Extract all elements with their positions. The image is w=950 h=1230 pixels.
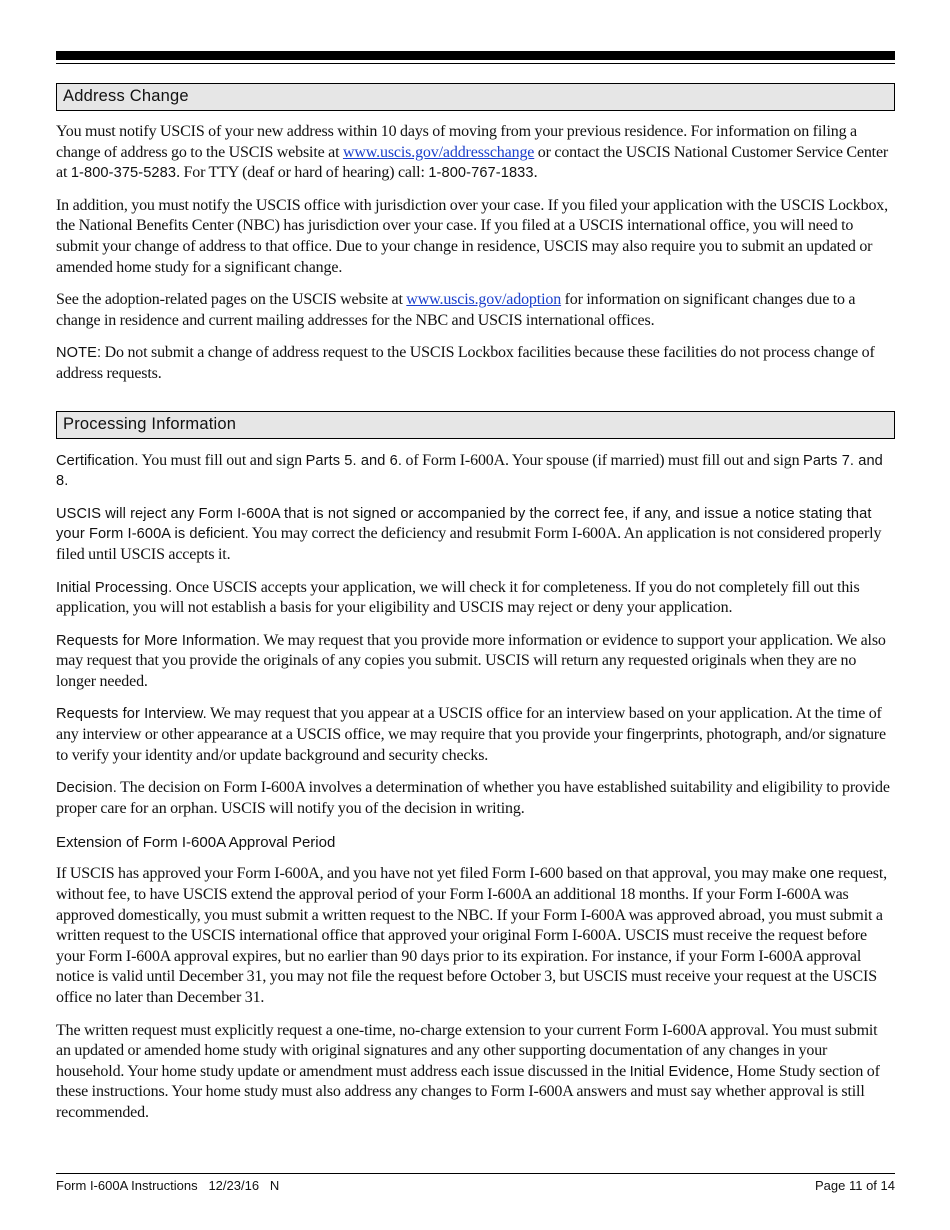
text: You must notify USCIS of your new address within 10 days of moving from your previous residence. For information on filing a change of address go to the USCIS website at [56,123,857,161]
extension-subheading: Extension of Form I-600A Approval Period [56,834,336,852]
text: See the adoption-related pages on the USCIS website at [56,291,407,309]
reject-text: You may correct the deficiency and resubmit Form I-600A. An application is not considered properly filed until USCIS accepts it. [56,525,882,563]
address-change-heading: Address Change [56,83,895,111]
footer-page-number: Page 11 of 14 [815,1178,895,1193]
footer-form-info: Form I-600A Instructions 12/23/16 N [56,1178,280,1193]
requests-information-label: Requests for More Information. [56,632,261,649]
text: or contact the USCIS National Customer Service Center at [56,143,889,182]
certification-label: Certification. [56,452,139,469]
extension-paragraph-1 [56,864,895,1008]
parts-reference: Parts 5. and 6. [305,452,402,469]
address-change-paragraph-3 [56,290,895,331]
initial-processing-paragraph [56,578,895,619]
initial-evidence-reference: Initial Evidence [629,1063,730,1080]
extension-paragraph-2 [56,1021,895,1124]
text: The written request must explicitly request a one-time, no-charge extension to your current Form I-600A approval. You must submit an updated or amended home study with original signatures and any other supporting documentation of any changes in your household. Your home study update or amendment must address each issue discussed in the [56,1021,878,1080]
tty-phone: 1-800-767-1833 [428,165,534,182]
text: You must fill out and sign [138,451,306,469]
requests-interview-label: Requests for Interview. [56,706,207,723]
certification-paragraph [56,451,895,492]
top-rule-thick [56,51,895,60]
address-change-note [56,343,895,384]
emphasis-one: one [809,866,835,883]
text: , Home Study section of these instructions. Your home study must also address any changes to Form I-600A answers and must say whether approval is still recommended. [56,1062,880,1121]
text: If USCIS has approved your Form I-600A, and you have not yet filed Form I-600 based on that approval, you may make [56,865,810,883]
text: We may request that you appear at a USCIS office for an interview based on your application. At the time of any interview or other appearance at a USCIS office, we may require that you provide your fingerprints, photograph, and/or signature to verify your identity and/or update background and security checks. [56,705,886,764]
decision-paragraph [56,778,895,819]
text: The decision on Form I-600A involves a determination of whether you have established suitability and eligibility to provide proper care for an orphan. USCIS will notify you of the decision in writing. [56,779,890,817]
address-change-link[interactable]: www.uscis.gov/addresschange [342,143,535,161]
note-label: NOTE: [56,345,102,362]
page-content [56,83,895,1124]
text: We may request that you provide more information or evidence to support your application. We also may request that you provide the originals of any copies you submit. USCIS will return any requested originals when they are no longer needed. [56,631,886,690]
processing-information-heading: Processing Information [56,411,895,439]
text: Once USCIS accepts your application, we will check it for completeness. If you do not completely fill out this application, you will not establish a basis for your eligibility and USCIS may reject or deny your application. [56,578,860,617]
footer-rule [56,1173,895,1174]
text: request, without fee, to have USCIS extend the approval period of your Form I-600A an additional 18 months. If your Form I-600A was approved domestically, you must submit a written request to the NBC. If your Form I-600A was approved abroad, you must submit a written request to the USCIS international office that approved your original Form I-600A. USCIS must receive the request before your Form I-600A approval expires, but no earlier than 90 days prior to its expiration. For instance, if your Form I-600A approval notice is valid until December 31, you may not file the request before October 3, but USCIS must receive your request at the USCIS office no later than December 31. [56,865,887,1006]
parts-reference: Parts 7. and 8. [56,452,883,490]
requests-information-paragraph [56,631,895,693]
top-rule-thin [56,63,895,64]
document-page [56,0,895,1230]
text: . [533,164,538,182]
reject-paragraph [56,504,895,566]
note-text: Do not submit a change of address request to the USCIS Lockbox facilities because these facilities do not process change of address requests. [56,344,875,382]
decision-label: Decision. [56,780,117,797]
text: of Form I-600A. Your spouse (if married) must fill out and sign [402,451,803,469]
address-change-paragraph-1 [56,122,895,184]
ncsc-phone: 1-800-375-5283 [70,165,177,182]
initial-processing-label: Initial Processing. [56,579,173,596]
reject-label: USCIS will reject any Form I-600A that is not signed or accompanied by the correct fee, if any, and issue a notice stating that your Form I-600A is deficient. [56,505,872,543]
text: . For TTY (deaf or hard of hearing) call: [176,164,429,182]
adoption-link[interactable]: www.uscis.gov/adoption [406,291,562,309]
requests-interview-paragraph [56,704,895,766]
text: for information on significant changes due to a change in residence and current mailing addresses for the NBC and USCIS international offices. [56,291,856,329]
address-change-paragraph-2: In addition, you must notify the USCIS office with jurisdiction over your case. If you filed your application with the USCIS Lockbox, the National Benefits Center (NBC) has jurisdiction over your case. If you filed at a USCIS international office, you will need to submit your change of address to that office. Due to your change in residence, USCIS may also require you to submit an updated or amended home study for a significant change. [56,196,888,276]
